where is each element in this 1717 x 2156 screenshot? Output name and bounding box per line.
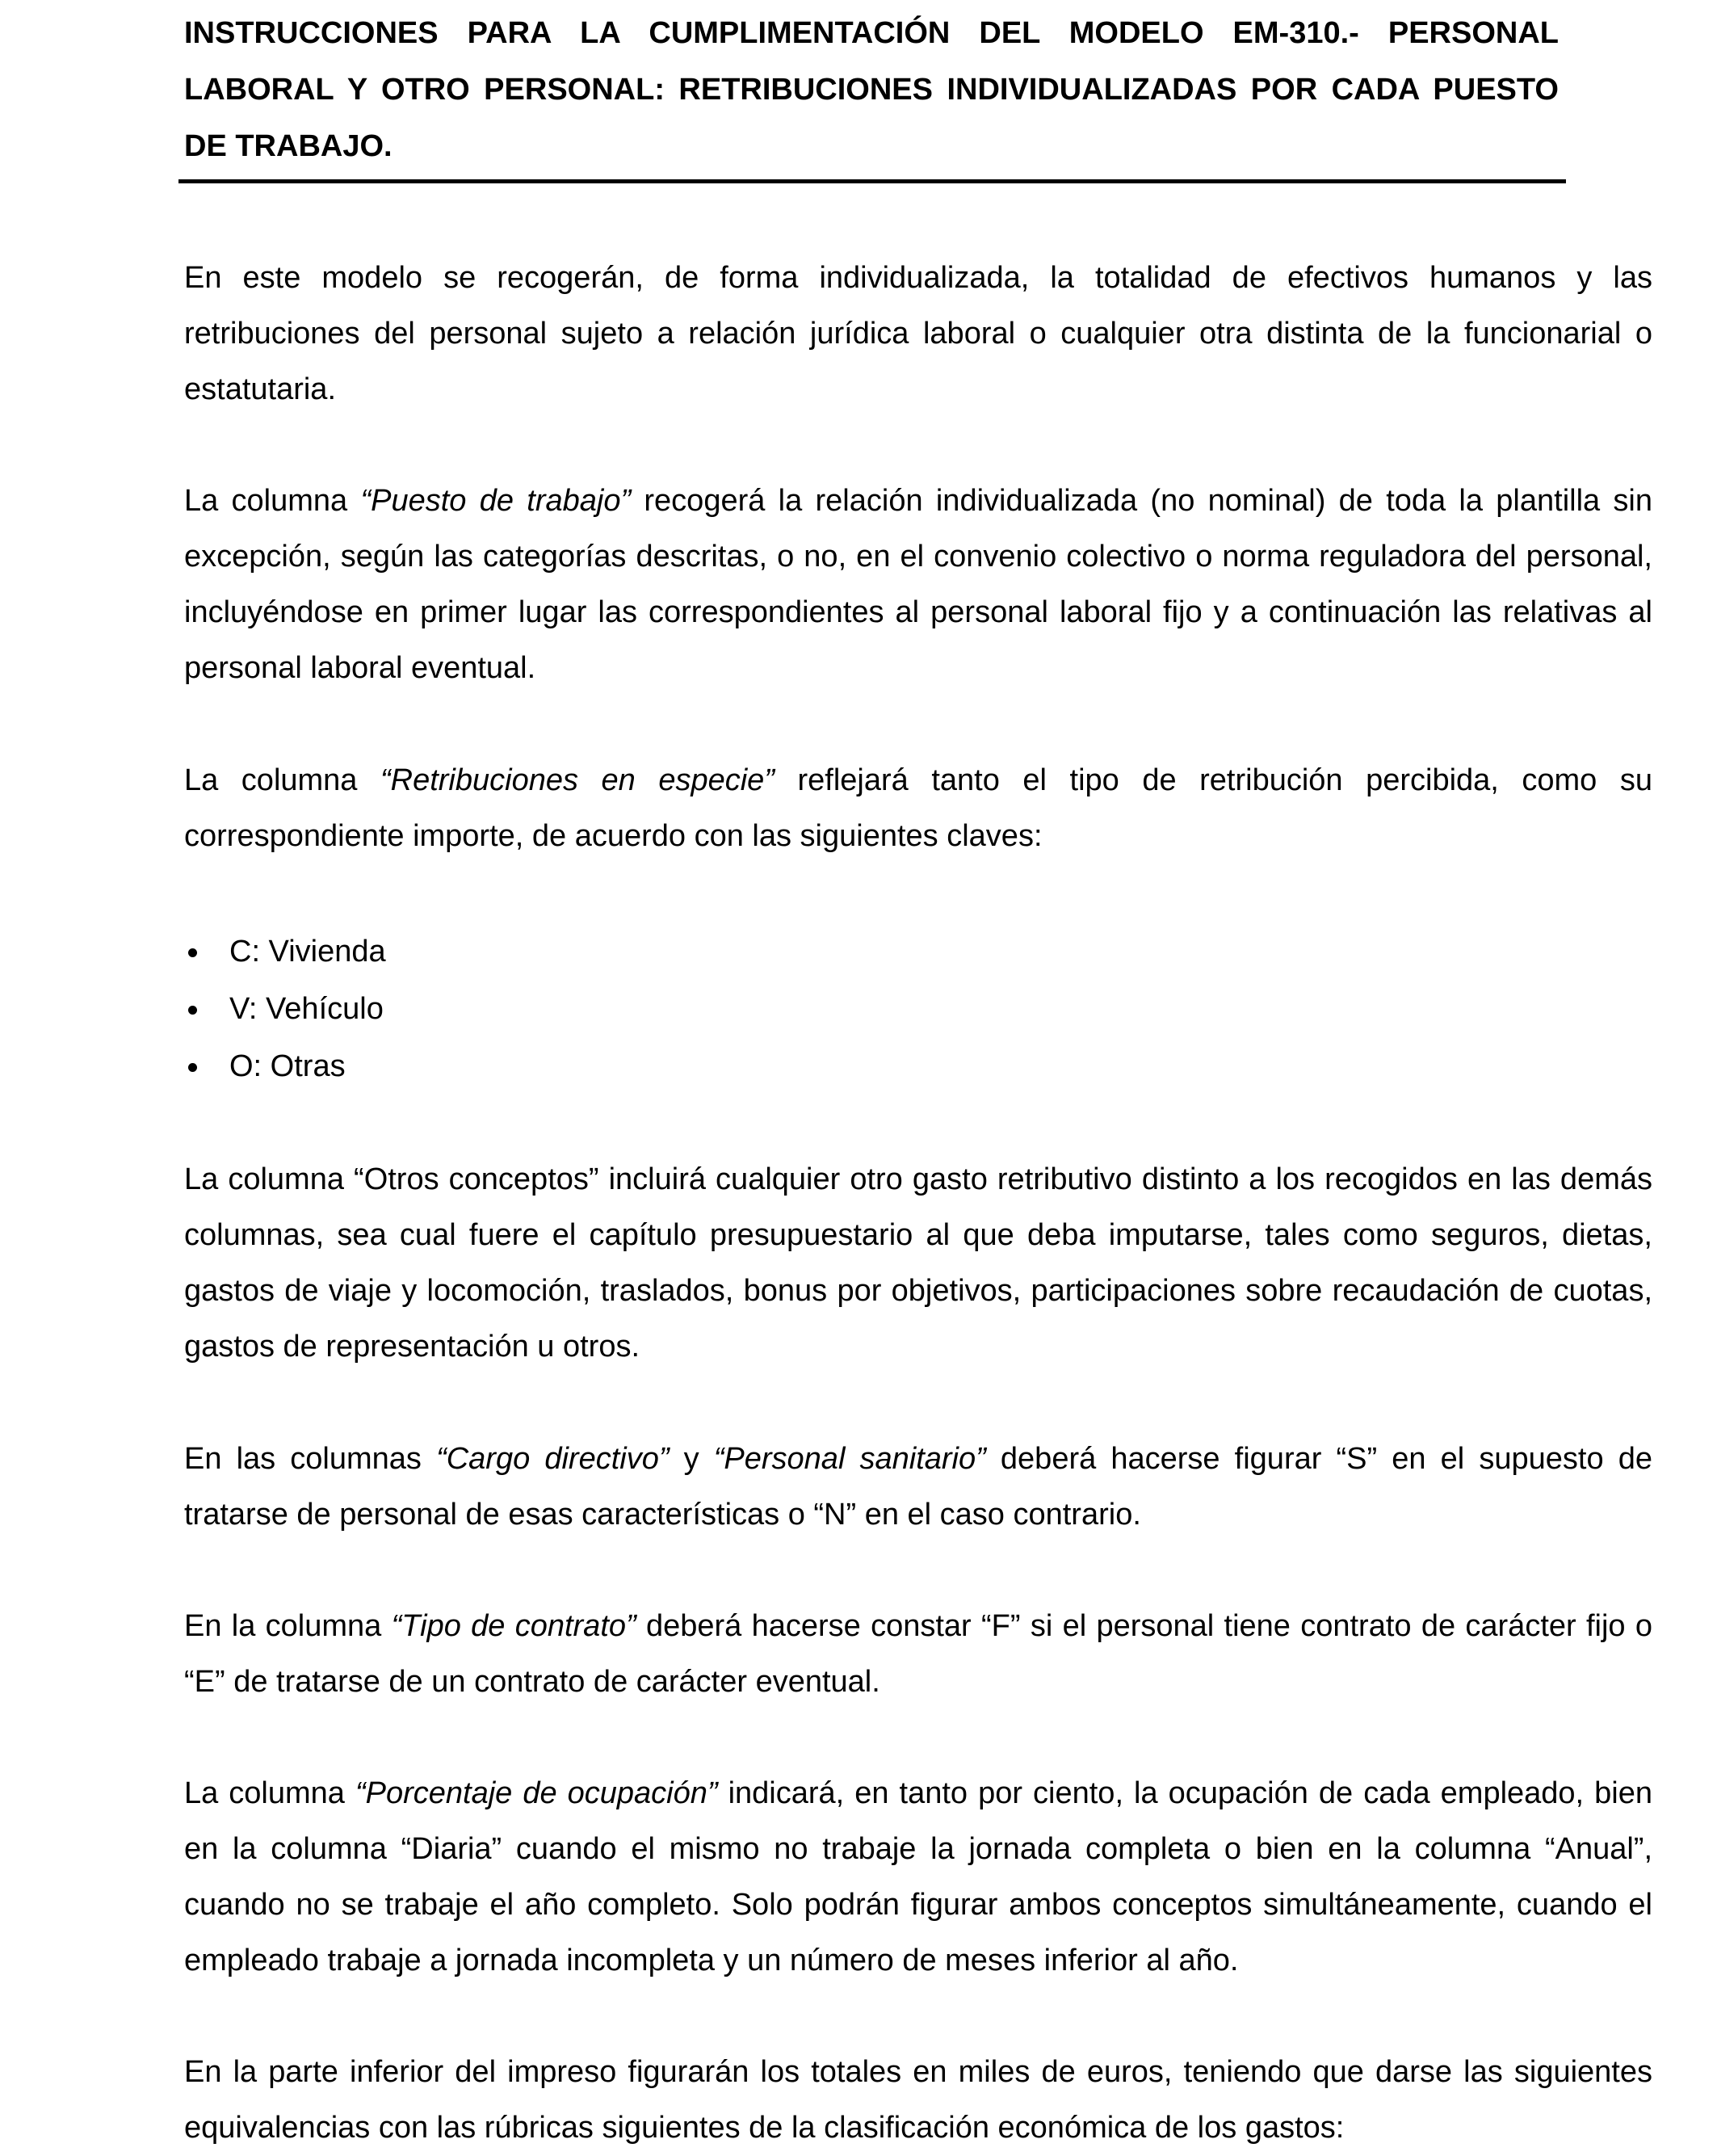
paragraph-text: indicará, en tanto por ciento, la ocupación de cada empleado, bien en la columna “Diaria” cuando el mismo no trabaje la jornada completa o bien en la columna “Anual”, cuando no se trabaje el año completo. Solo podrán figurar ambos conceptos simultáneamente, cuando el empleado trabaje a jornada incompleta y un número de meses inferior al año.: [184, 1776, 1652, 1977]
paragraph-text: reflejará tanto el tipo de retribución percibida, como su correspondiente importe, de acuerdo con las siguientes claves:: [184, 763, 1652, 853]
column-name-retribuciones-en-especie: “Retribuciones en especie”: [380, 763, 775, 797]
paragraph-text: deberá hacerse constar “F” si el personal tiene contrato de carácter fijo o “E” de tratarse de un contrato de carácter eventual.: [184, 1609, 1652, 1699]
key-label: V: Vehículo: [229, 992, 384, 1026]
paragraph-text: La columna: [184, 763, 380, 797]
key-list-item: [184, 923, 386, 981]
key-list-item: [184, 1038, 386, 1095]
column-name-tipo-de-contrato: “Tipo de contrato”: [391, 1609, 636, 1643]
paragraph-cargo-directivo: [184, 1431, 1652, 1543]
column-name-porcentaje-de-ocupacion: “Porcentaje de ocupación”: [355, 1776, 718, 1810]
paragraph-scope: En este modelo se recogerán, de forma individualizada, la totalidad de efectivos humanos y las retribuciones del personal sujeto a relación jurídica laboral o cualquier otra distinta de la funcionarial o estatutaria.: [184, 261, 1652, 406]
paragraph-puesto-de-trabajo: [184, 473, 1652, 696]
key-list: [184, 923, 386, 1095]
paragraph-text: En las columnas: [184, 1442, 437, 1476]
paragraph-text: y: [669, 1442, 714, 1476]
column-name-cargo-directivo: “Cargo directivo”: [436, 1442, 670, 1476]
bullet-icon: [188, 1063, 197, 1072]
column-name-puesto-de-trabajo: “Puesto de trabajo”: [360, 484, 632, 518]
paragraph-totales: En la parte inferior del impreso figurarán los totales en miles de euros, teniendo que darse las siguientes equivalencias con las rúbricas siguientes de la clasificación económica de los gastos:: [184, 2055, 1652, 2145]
document-title: INSTRUCCIONES PARA LA CUMPLIMENTACIÓN DEL MODELO EM-310.- PERSONAL LABORAL Y OTRO PERSONAL: RETRIBUCIONES INDIVIDUALIZADAS POR CADA PUESTO DE TRABAJO.: [184, 16, 1559, 163]
paragraph-text: En la columna: [184, 1609, 392, 1643]
key-list-item: [184, 981, 386, 1038]
paragraph-porcentaje-de-ocupacion: [184, 1766, 1652, 1989]
paragraph-text: La columna: [184, 1776, 355, 1810]
key-label: C: Vivienda: [229, 935, 386, 969]
paragraph-tipo-de-contrato: [184, 1599, 1652, 1710]
paragraph-otros-conceptos: La columna “Otros conceptos” incluirá cualquier otro gasto retributivo distinto a los recogidos en las demás columnas, sea cual fuere el capítulo presupuestario al que deba imputarse, tales como seguros, dietas, gastos de viaje y locomoción, traslados, bonus por objetivos, participaciones sobre recaudación de cuotas, gastos de representación u otros.: [184, 1162, 1652, 1364]
paragraph-text: recogerá la relación individualizada (no nominal) de toda la plantilla sin excepción, según las categorías descritas, o no, en el convenio colectivo o norma reguladora del personal, incluyéndose en primer lugar las correspondientes al personal laboral fijo y a continuación las relativas al personal laboral eventual.: [184, 484, 1653, 685]
bullet-icon: [188, 1006, 197, 1015]
paragraph-text: deberá hacerse figurar “S” en el supuesto de tratarse de personal de esas características o “N” en el caso contrario.: [184, 1442, 1652, 1532]
paragraph-text: La columna: [184, 484, 361, 518]
paragraph-retribuciones-en-especie: [184, 753, 1652, 864]
bullet-icon: [188, 948, 197, 957]
column-name-personal-sanitario: “Personal sanitario”: [713, 1442, 986, 1476]
title-underline-rule: [178, 179, 1566, 183]
key-label: O: Otras: [229, 1049, 346, 1083]
